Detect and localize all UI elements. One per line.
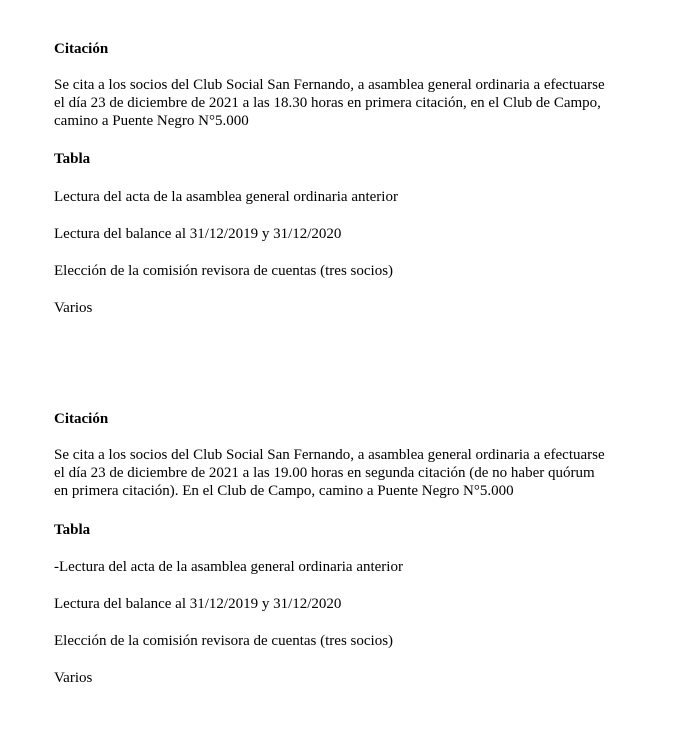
citation-paragraph (54, 76, 605, 130)
agenda-heading: Tabla (54, 151, 91, 167)
agenda-item: -Lectura del acta de la asamblea general ordinaria anterior (54, 559, 403, 575)
paragraph-line: Se cita a los socios del Club Social San Fernando, a asamblea general ordinaria a efectuarse (54, 447, 605, 463)
agenda-item: Varios (54, 670, 93, 686)
agenda-item: Lectura del balance al 31/12/2019 y 31/12/2020 (54, 226, 342, 242)
paragraph-line: el día 23 de diciembre de 2021 a las 18.30 horas en primera citación, en el Club de Campo, (54, 95, 601, 111)
paragraph-line: Se cita a los socios del Club Social San Fernando, a asamblea general ordinaria a efectuarse (54, 77, 605, 93)
paragraph-line: camino a Puente Negro N°5.000 (54, 113, 249, 129)
agenda-item: Lectura del acta de la asamblea general ordinaria anterior (54, 189, 398, 205)
agenda-heading: Tabla (54, 522, 91, 538)
agenda-item: Elección de la comisión revisora de cuentas (tres socios) (54, 263, 394, 279)
agenda-item: Elección de la comisión revisora de cuentas (tres socios) (54, 633, 394, 649)
citation-paragraph (54, 446, 605, 500)
paragraph-line: en primera citación). En el Club de Campo, camino a Puente Negro N°5.000 (54, 483, 514, 499)
agenda-item: Lectura del balance al 31/12/2019 y 31/12/2020 (54, 596, 342, 612)
citation-heading: Citación (54, 411, 109, 427)
agenda-item: Varios (54, 300, 93, 316)
paragraph-line: el día 23 de diciembre de 2021 a las 19.00 horas en segunda citación (de no haber quórum (54, 465, 595, 481)
citation-heading: Citación (54, 41, 109, 57)
